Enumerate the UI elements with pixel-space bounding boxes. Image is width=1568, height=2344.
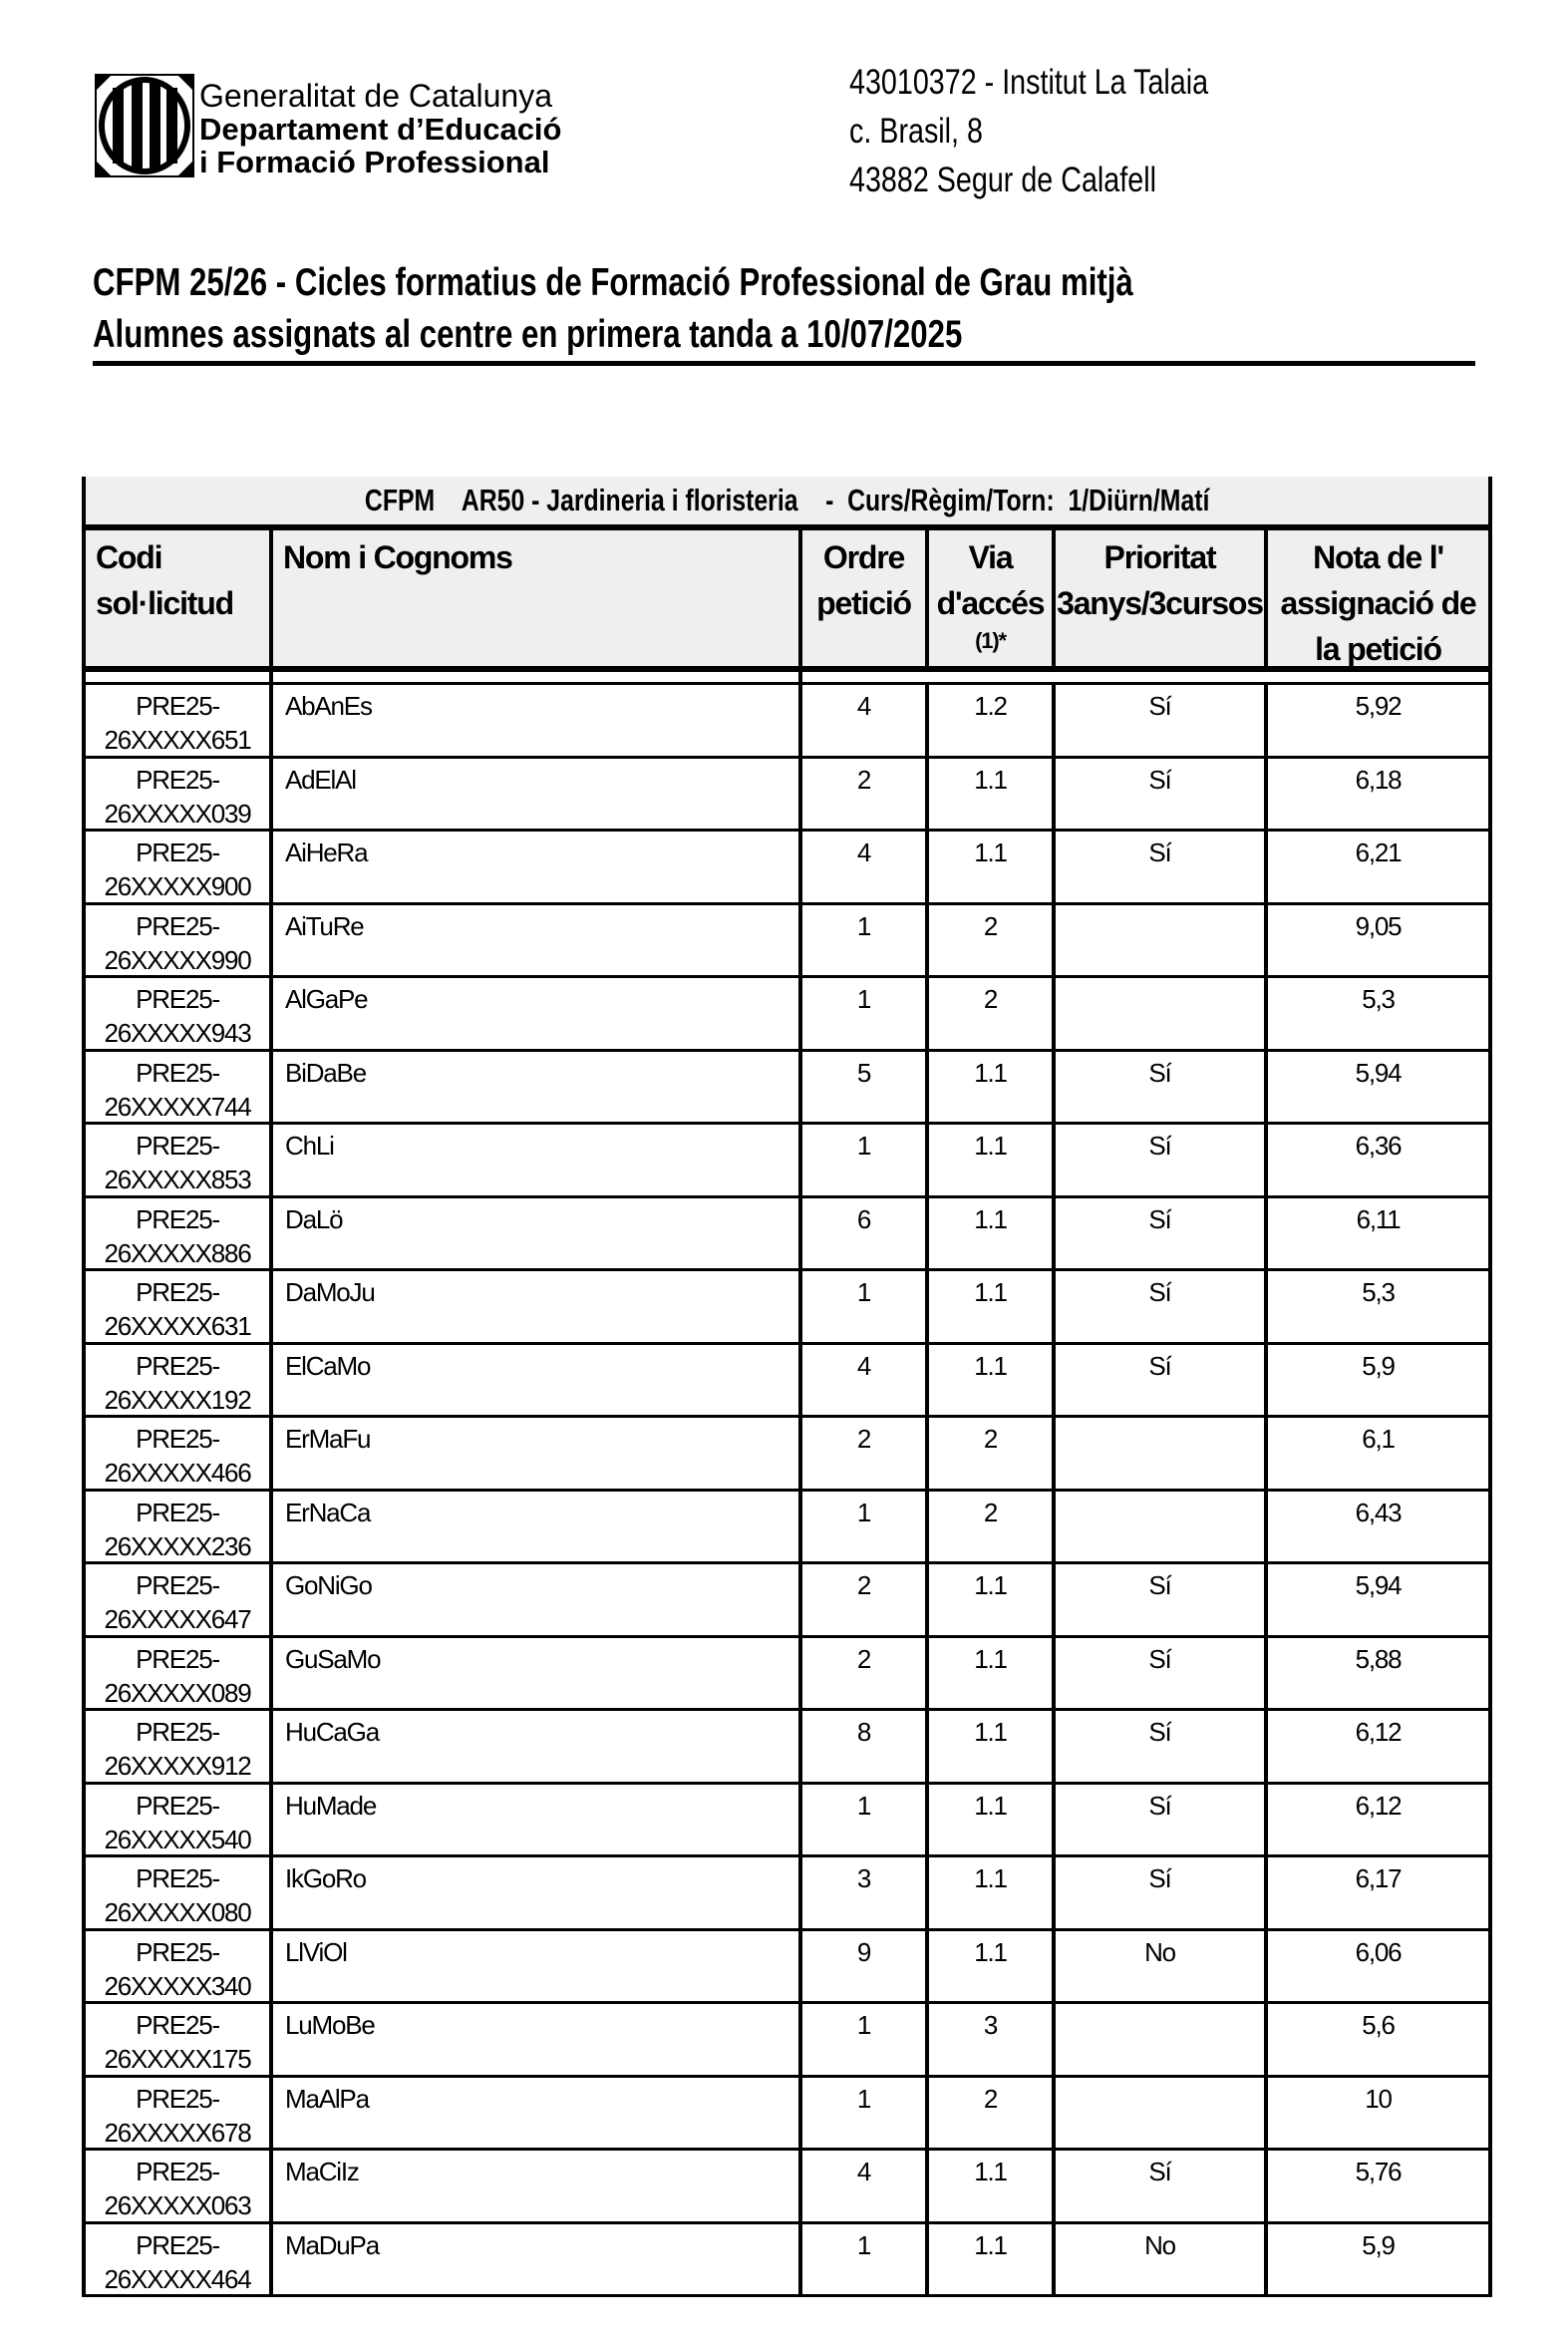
cell-codi (86, 1125, 273, 1196)
cell-via: 2 (929, 1492, 1056, 1563)
codi-part-1: PRE25- (136, 1497, 219, 1527)
cell-codi (86, 1857, 273, 1929)
codi-part-1: PRE25- (136, 1936, 219, 1967)
cell-codi (86, 2224, 273, 2296)
cell-prioritat: Sí (1056, 1271, 1268, 1343)
cell-ordre: 1 (802, 1125, 929, 1196)
logo-line-1: Generalitat de Catalunya (199, 78, 552, 114)
cell-codi (86, 1052, 273, 1124)
course-title-row (86, 477, 1488, 530)
title-divider (93, 361, 1475, 366)
col-header-nota: Nota de l' assignació de la petició (1280, 539, 1476, 667)
codi-part-1: PRE25- (136, 1131, 219, 1161)
cell-prioritat (1056, 2004, 1268, 2076)
cell-codi (86, 1711, 273, 1783)
cell-nota: 9,05 (1355, 910, 1402, 941)
logo-line-3: i Formació Professional (199, 145, 550, 179)
cell-codi (86, 2151, 273, 2222)
table-row (86, 832, 1488, 905)
cell-nota: 5,9 (1362, 2229, 1395, 2260)
cell-nota: 6,21 (1355, 837, 1402, 867)
table-header-row (86, 530, 1488, 672)
cell-codi (86, 1198, 273, 1270)
cell-prioritat: Sí (1056, 1711, 1268, 1783)
codi-part-2: 26XXXXX540 (104, 1824, 251, 1854)
cell-prioritat: No (1056, 1931, 1268, 2003)
table-row (86, 1198, 1488, 1272)
codi-part-2: 26XXXXX744 (104, 1091, 251, 1122)
codi-part-1: PRE25- (136, 2229, 219, 2260)
cell-nota: 5,88 (1355, 1643, 1402, 1674)
table-row (86, 1711, 1488, 1785)
codi-part-1: PRE25- (136, 2010, 219, 2040)
cell-via: 1.1 (929, 1345, 1056, 1417)
cell-prioritat (1056, 2078, 1268, 2150)
cell-ordre: 1 (802, 978, 929, 1050)
cell-nota: 5,6 (1362, 2010, 1395, 2040)
cell-nota: 6,1 (1362, 1424, 1395, 1454)
cell-prioritat (1056, 905, 1268, 977)
table-row (86, 1564, 1488, 1638)
cell-nota: 6,18 (1355, 764, 1402, 795)
cell-nota: 5,3 (1362, 984, 1395, 1014)
codi-part-1: PRE25- (136, 1277, 219, 1307)
cell-nota: 5,76 (1355, 2157, 1402, 2186)
cell-nota: 5,94 (1355, 1570, 1402, 1600)
school-city: 43882 Segur de Calafell (849, 161, 1156, 199)
cell-via: 1.1 (929, 1785, 1056, 1856)
codi-part-2: 26XXXXX943 (104, 1018, 251, 1048)
cell-via: 1.1 (929, 1931, 1056, 2003)
cell-nota: 6,43 (1355, 1497, 1402, 1527)
cell-nom: GuSaMo (273, 1638, 802, 1710)
cell-ordre: 1 (802, 2004, 929, 2076)
cell-prioritat: Sí (1056, 1345, 1268, 1417)
cell-nota: 10 (1365, 2083, 1392, 2114)
col-header-via-note: (1)* (975, 628, 1006, 653)
codi-part-1: PRE25- (136, 2083, 219, 2114)
table-row (86, 1638, 1488, 1712)
codi-part-1: PRE25- (136, 1424, 219, 1454)
cell-nom: ErMaFu (273, 1418, 802, 1490)
table-row (86, 1345, 1488, 1419)
cell-prioritat: Sí (1056, 1564, 1268, 1636)
cell-ordre: 1 (802, 2078, 929, 2150)
cell-prioritat (1056, 978, 1268, 1050)
cell-codi (86, 1492, 273, 1563)
cell-nota: 5,9 (1362, 1350, 1395, 1381)
table-row (86, 978, 1488, 1052)
cell-via: 1.1 (929, 832, 1056, 903)
cell-prioritat: Sí (1056, 759, 1268, 831)
cell-ordre: 4 (802, 2151, 929, 2222)
school-name: 43010372 - Institut La Talaia (849, 63, 1209, 102)
cell-ordre: 1 (802, 905, 929, 977)
col-header-via-label: Via d'accés (936, 539, 1045, 621)
codi-part-1: PRE25- (136, 984, 219, 1014)
cell-nom: ChLi (273, 1125, 802, 1196)
codi-part-2: 26XXXXX631 (104, 1311, 251, 1341)
table-row (86, 2004, 1488, 2078)
title-line-1: CFPM 25/26 - Cicles formatius de Formació Professional de Grau mitjà (93, 261, 1133, 304)
table-row (86, 2078, 1488, 2152)
cell-codi (86, 1345, 273, 1417)
cell-codi (86, 685, 273, 757)
cell-nota: 6,36 (1355, 1131, 1402, 1161)
cell-nota: 5,94 (1355, 1057, 1402, 1088)
table-row (86, 2151, 1488, 2224)
cell-via: 1.1 (929, 1271, 1056, 1343)
table-row (86, 2224, 1488, 2298)
col-header-via (929, 530, 1056, 672)
cell-ordre: 2 (802, 1418, 929, 1490)
cell-nota: 6,17 (1355, 1863, 1402, 1893)
cell-ordre: 3 (802, 1857, 929, 1929)
col-header-prioritat: Prioritat 3anys/3cursos (1056, 530, 1268, 672)
cell-via: 1.1 (929, 2224, 1056, 2296)
cell-nom: AdElAl (273, 759, 802, 831)
table-body (86, 685, 1488, 2297)
codi-part-1: PRE25- (136, 764, 219, 795)
table-row (86, 1271, 1488, 1345)
cell-ordre: 4 (802, 832, 929, 903)
table-row (86, 1418, 1488, 1492)
codi-part-1: PRE25- (136, 910, 219, 941)
cell-ordre: 9 (802, 1931, 929, 2003)
cell-ordre: 1 (802, 1271, 929, 1343)
codi-part-2: 26XXXXX340 (104, 1970, 251, 2001)
cell-ordre: 1 (802, 1492, 929, 1563)
header-spacer-row (86, 672, 1488, 685)
cell-nota: 5,92 (1355, 691, 1402, 721)
cell-nom: MaDuPa (273, 2224, 802, 2296)
cell-codi (86, 1931, 273, 2003)
codi-part-1: PRE25- (136, 2157, 219, 2186)
codi-part-2: 26XXXXX900 (104, 871, 251, 901)
logo-line-2: Departament d’Educació (199, 112, 562, 147)
col-header-codi: Codi sol·licitud (86, 530, 273, 672)
table-row (86, 1052, 1488, 1126)
cell-nom: LuMoBe (273, 2004, 802, 2076)
table-row (86, 685, 1488, 759)
cell-ordre: 2 (802, 759, 929, 831)
cell-ordre: 8 (802, 1711, 929, 1783)
cell-prioritat: Sí (1056, 1785, 1268, 1856)
cell-codi (86, 905, 273, 977)
codi-part-2: 26XXXXX678 (104, 2117, 251, 2148)
table-row (86, 905, 1488, 979)
cell-nom: AiTuRe (273, 905, 802, 977)
cell-via: 1.1 (929, 1857, 1056, 1929)
cell-codi (86, 832, 273, 903)
codi-part-2: 26XXXXX912 (104, 1751, 251, 1781)
school-street: c. Brasil, 8 (849, 112, 983, 151)
codi-part-1: PRE25- (136, 1057, 219, 1088)
cell-ordre: 2 (802, 1564, 929, 1636)
cell-ordre: 5 (802, 1052, 929, 1124)
cell-nom: LlViOl (273, 1931, 802, 2003)
cell-nom: DaMoJu (273, 1271, 802, 1343)
cell-via: 2 (929, 2078, 1056, 2150)
codi-part-1: PRE25- (136, 1203, 219, 1234)
cell-ordre: 6 (802, 1198, 929, 1270)
cell-prioritat (1056, 1492, 1268, 1563)
cell-via: 1.1 (929, 1564, 1056, 1636)
cell-via: 2 (929, 978, 1056, 1050)
cell-via: 1.1 (929, 759, 1056, 831)
school-address (849, 58, 1287, 204)
cell-codi (86, 1418, 273, 1490)
department-name (199, 80, 561, 178)
codi-part-1: PRE25- (136, 1863, 219, 1893)
codi-part-2: 26XXXXX651 (104, 725, 251, 755)
codi-part-2: 26XXXXX089 (104, 1677, 251, 1708)
title-line-2: Alumnes assignats al centre en primera tanda a 10/07/2025 (93, 313, 963, 356)
codi-part-1: PRE25- (136, 1643, 219, 1674)
table-row (86, 1857, 1488, 1931)
cell-nom: GoNiGo (273, 1564, 802, 1636)
codi-part-2: 26XXXXX886 (104, 1237, 251, 1268)
cell-nota: 6,12 (1355, 1790, 1402, 1821)
codi-part-1: PRE25- (136, 691, 219, 721)
cell-ordre: 2 (802, 1638, 929, 1710)
cell-via: 1.2 (929, 685, 1056, 757)
codi-part-2: 26XXXXX466 (104, 1458, 251, 1488)
cell-prioritat: Sí (1056, 1125, 1268, 1196)
cell-nom: IkGoRo (273, 1857, 802, 1929)
codi-part-2: 26XXXXX175 (104, 2044, 251, 2074)
codi-part-2: 26XXXXX990 (104, 944, 251, 975)
codi-part-2: 26XXXXX080 (104, 1897, 251, 1927)
codi-part-1: PRE25- (136, 1790, 219, 1821)
col-header-nom: Nom i Cognoms (273, 530, 802, 672)
cell-codi (86, 1785, 273, 1856)
cell-ordre: 1 (802, 1785, 929, 1856)
cell-nota: 6,11 (1356, 1203, 1401, 1234)
cell-codi (86, 1638, 273, 1710)
table-row (86, 1785, 1488, 1858)
cell-codi (86, 1564, 273, 1636)
codi-part-1: PRE25- (136, 1717, 219, 1747)
codi-part-2: 26XXXXX063 (104, 2190, 251, 2220)
table-row (86, 1125, 1488, 1198)
cell-nom: ElCaMo (273, 1345, 802, 1417)
cell-nom: HuMade (273, 1785, 802, 1856)
codi-part-1: PRE25- (136, 837, 219, 867)
cell-via: 1.1 (929, 1638, 1056, 1710)
cell-nota: 6,12 (1355, 1717, 1402, 1747)
cell-codi (86, 2004, 273, 2076)
cell-codi (86, 1271, 273, 1343)
cell-via: 1.1 (929, 2151, 1056, 2222)
cell-prioritat: No (1056, 2224, 1268, 2296)
cell-via: 2 (929, 1418, 1056, 1490)
cell-via: 1.1 (929, 1052, 1056, 1124)
cell-prioritat: Sí (1056, 1638, 1268, 1710)
cell-via: 2 (929, 905, 1056, 977)
students-table (82, 477, 1492, 2297)
cell-via: 1.1 (929, 1125, 1056, 1196)
cell-nom: DaLö (273, 1198, 802, 1270)
cell-nom: AlGaPe (273, 978, 802, 1050)
codi-part-2: 26XXXXX236 (104, 1530, 251, 1561)
cell-via: 3 (929, 2004, 1056, 2076)
cell-nota: 6,06 (1355, 1936, 1402, 1967)
codi-part-1: PRE25- (136, 1350, 219, 1381)
codi-part-2: 26XXXXX853 (104, 1165, 251, 1194)
cell-nom: BiDaBe (273, 1052, 802, 1124)
cell-prioritat: Sí (1056, 832, 1268, 903)
cell-codi (86, 759, 273, 831)
cell-prioritat: Sí (1056, 2151, 1268, 2222)
document-title (93, 257, 1394, 361)
cell-codi (86, 978, 273, 1050)
cell-prioritat: Sí (1056, 1198, 1268, 1270)
course-title: CFPM AR50 - Jardineria i floristeria - Curs/Règim/Torn: 1/Diürn/Matí (364, 483, 1210, 517)
cell-prioritat: Sí (1056, 685, 1268, 757)
codi-part-2: 26XXXXX192 (104, 1384, 251, 1415)
cell-via: 1.1 (929, 1711, 1056, 1783)
table-row (86, 1931, 1488, 2005)
cell-ordre: 4 (802, 1345, 929, 1417)
cell-prioritat (1056, 1418, 1268, 1490)
table-row (86, 1492, 1488, 1565)
cell-nom: ErNaCa (273, 1492, 802, 1563)
cell-nom: MaCiIz (273, 2151, 802, 2222)
cell-nom: MaAlPa (273, 2078, 802, 2150)
cell-ordre: 4 (802, 685, 929, 757)
cell-nota: 5,3 (1362, 1277, 1395, 1307)
codi-part-2: 26XXXXX464 (104, 2263, 251, 2294)
cell-ordre: 1 (802, 2224, 929, 2296)
codi-part-2: 26XXXXX647 (104, 1604, 251, 1634)
codi-part-2: 26XXXXX039 (104, 798, 251, 829)
cell-nom: AiHeRa (273, 832, 802, 903)
cell-via: 1.1 (929, 1198, 1056, 1270)
cell-nom: HuCaGa (273, 1711, 802, 1783)
cell-codi (86, 2078, 273, 2150)
codi-part-1: PRE25- (136, 1570, 219, 1600)
cell-prioritat: Sí (1056, 1052, 1268, 1124)
generalitat-logo-icon (95, 74, 194, 177)
cell-nom: AbAnEs (273, 685, 802, 757)
cell-prioritat: Sí (1056, 1857, 1268, 1929)
table-row (86, 759, 1488, 833)
col-header-ordre: Ordre petició (802, 530, 929, 672)
